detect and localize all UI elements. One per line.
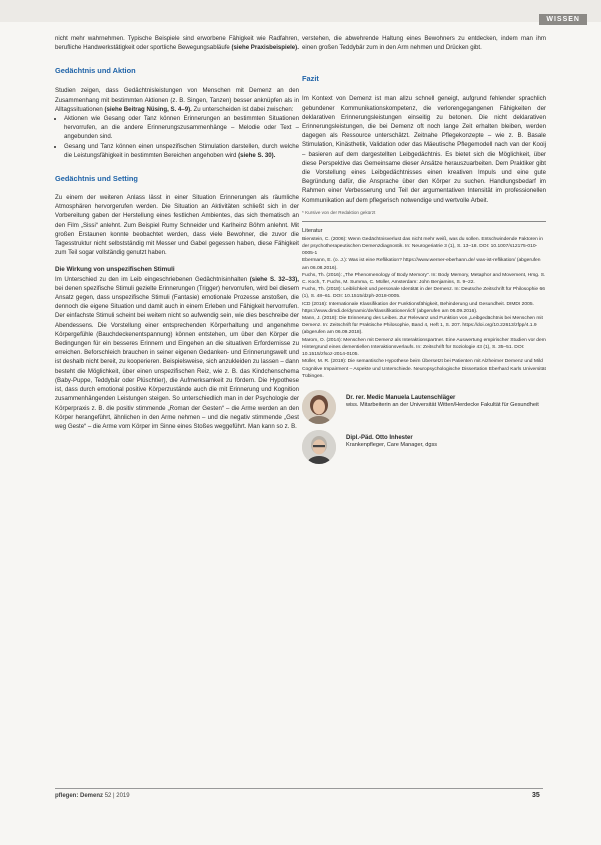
fazit-paragraph: Im Kontext von Demenz ist man allzu schnell geneigt, aufgrund fehlender sprachlich gebundener Kommunikationskompetenz, die verlorengegangenen Fähigkeiten der deklarativen Erinnerungsleistungen einseitig zu betonen. Die nicht deklarativen Erinnerungsleistungen, die bei Demenz oft noch lange Zeit erhalten bleiben, werden dagegen als Ressource unterschätzt. Zeitnahe Pflegekonzepte – wie z. B. Basale Stimulation, Kinästhetik, Validation oder das Mäeutische Pflegemodell nach van der Kooij – basieren auf dem dargestellten Leibgedächtnis. Es bietet sich die Möglichkeit, über diese Perspektive das Gemeinsame dieser Ansätze herauszuarbeiten. Dem Praktiker gibt die Vorstellung eines Leibgedächtnisses einen kreativen Impuls und eine gute Begründung dafür, die Ansprache über den Körper zu suchen. Handlungsbedarf im Rahmen einer Verbesserung und Teil der argumentativen Intensität im professionellen Kommunikation auf dem pflegerisch notwendige und wertvolle Arbeit. <box>302 95 546 204</box>
divider <box>302 221 546 222</box>
footer-publication <box>55 793 130 799</box>
stimuli-text: Im Unterschied zu den im Leib eingeschriebenen Gedächtnisinhalten <box>55 275 248 283</box>
author-info <box>346 434 546 450</box>
action-text: Studien zeigen, dass Gedächtnisleistungen von Menschen mit Demenz an den Zusammenhang mit bestimmten Aktionen (z. B. Singen, Tanzen) besser anknüpfen als in Alltagssituationen <box>55 87 299 113</box>
footnote: * Kursive von der Redaktion gekürzt <box>302 209 376 215</box>
bullet-list <box>55 114 299 160</box>
author-card <box>302 390 546 428</box>
literature-entry: ICD (2016): Internationale Klassifikation der Funktionsfähigkeit, Behinderung und Gesundheit. DIMDI 2005. https://www.dimdi.de/dynamic/de/klassifikationen/icf/ (abgerufen am 06.09.2016). <box>302 301 534 314</box>
bullet-reference: (siehe S. 30). <box>238 151 276 159</box>
publication-name: pflegen: Demenz <box>55 793 104 799</box>
stimuli-paragraph <box>55 275 299 431</box>
literature-entry: Fuchs, Th. (2016): „The Phenomenology of Body Memory“. In: Body Memory, Metaphor and Movement, Hrsg. S. C. Koch, T. Fuchs, M. Summa, C. Müller, Amsterdam: John Benjamins, S. 9–22. <box>302 272 546 286</box>
heading-stimuli: Die Wirkung von unspezifischen Stimuli <box>55 266 175 274</box>
author-name: Dipl.-Päd. Otto Inhester <box>346 434 413 441</box>
literature-entry: Bienstein, C. (2006): Wenn Gedächtnisverlust das nicht mehr weiß, was du sollen. Entschwindende Faktoren in der psychotherapeutischen Demenzdiagnostik. In: Neurogeriatrie 3 (1), S. 13–18. DOI: 10.1007/s12175-010-0005-1 <box>302 236 544 257</box>
right-column <box>302 34 546 468</box>
literature-heading: Literatur <box>302 227 323 234</box>
header-band <box>0 0 601 22</box>
literature-entry: Ebermann, E. (o. J.): Was ist eine Reflikation? https://www.werner-eberhann.de/ was-ist-reflikation/ (abgerufen am 06.08.2016). <box>302 258 541 271</box>
action-paragraph <box>55 86 299 114</box>
bullet-item <box>64 142 299 160</box>
action-reference: (siehe Beitrag Nüsing, S. 4–9). <box>104 105 192 113</box>
right-intro-paragraph: verstehen, die abwehrende Haltung eines Bewohners zu entdecken, indem man ihm einen großen Teddybär zum in den Arm nehmen und Drücken gibt. <box>302 35 546 52</box>
literature-entry: Müller, M. R. (2019): Die semantische Hypothese beim Übersetzt bei Patienten mit Alzheimer Demenz und Mild Cognitive Impairment – Aspekte und Unterschiede. Neuropsychologische Dissertation Eberhard Karls Universität Tübingen. <box>302 359 546 379</box>
author-info <box>346 394 546 410</box>
stimuli-reference: (siehe S. 32–33), <box>249 275 299 283</box>
intro-text: nicht mehr wahrnehmen. Typische Beispiele sind erworbene Fähigkeit wie Radfahren, berufliche Handwerkstätigkeit oder sportliche Bewegungsabläufe <box>55 35 299 52</box>
page-number: 35 <box>532 792 540 799</box>
author-photo <box>302 430 336 464</box>
bullet-item: • Aktionen wie Gesang oder Tanz können Erinnerungen an bestimmten Situationen hervorrufen, an die andere Erinnerungszusammenhänge – Melodie oder Text – angebunden sind. <box>64 114 299 142</box>
literature-list <box>302 236 546 380</box>
section-tag: WISSEN <box>539 14 587 25</box>
bullet-text: Gesang und Tanz können einen unspezifischen Stimulation darstellen, durch welche die Leistungsfähigkeit in bestimmten Bereichen angehoben wird <box>64 142 299 159</box>
setting-paragraph: Zu einem der weiteren Anlass lässt in einer Situation Erinnerungen als räumliche Atmosphären hervorgerufen werden. Die Situation an Aktivitäten schließt sich in der Vorbereitung gaben der Herstellung eines festlichen Ambientes, das sich thematisch an den Film „Sissi“ anlehnt. Zum Beispiel Rumy Schneider und Karlheinz Böhm anlehnt. Mit großen Erstaunen konnte beobachtet werden, dass viele Bewohner, die zuvor die Tagesstruktur nicht selbstständig mit Messer und Gabel gegessen haben, diese Fähigkeit zum Teil sogar vollständig genutzt haben. <box>55 194 299 257</box>
heading-setting: Gedächtnis und Setting <box>55 174 138 184</box>
left-column <box>55 34 299 431</box>
literature-entry: Marom, O. (2014): Menschen mit Demenz als Interaktionspartner. Eine Auswertung empirischer Studien vor dem Hintergrund eines dementiellen Interaktionsverlaufs. In: Zeitschrift für Soziologie 43 (1), S. 35–51. DOI: 10.1515/zfsoz-2014-0105. <box>302 337 546 358</box>
heading-fazit: Fazit <box>302 74 319 84</box>
stimuli-text-2: bei denen spezifische Stimuli gezielte Erinnerungen (Trigger) hervorrufen, wird bei diesem Ansatz gegen, dass unspezifische Stimuli (Fantasie) emotionale Prozesse anstoßen, die dennoch die eigene Situation und damit auch in einem Erleben und Fähigkeit hervorrufen. Der einfachste Stimuli scheint bei weitem nicht so aufwendig sein, wie dies beschreibe der Abendessens. Die Vorstellung einer entsprechenden Körperhaltung und angenehme Körpergefühle (Bauchdeckenentspannung) können entstehen, um über den Körper die Bedingungen für ein besseres Erinnern und Eingehen an die situativen Erfordernisse zu erreichen. Beforschleich brauchen in seiner eigenen Gedanken- und Erinnerungswelt und ist deshalb nicht bereit, zu kooperieren. Beispielsweise, sich anzukleiden zu lassen – dann besteht die Möglichkeit, über einen unspezifischen Reiz, wie z. B. das Kindchenschema (Baby-Puppe, Teddybär oder Plüschtier), die Aufmerksamkeit zu fördern. Die Hypothese ist, dass durch emotional positive Körperzustände auch die mit Erinnerung und Kognition zusammenhängenden Leistungen steigen. So unterschiedlich man in der Psychologie der Körperpraxis z. B. die positiv stimmende „Roman der Gesten“ – die Arme werden an den Körper herangeführt, ähnlichen in den Arme nehmen – und die negativ stimmende „Gest weg Geste“ – die Arme vom Körper im Sinne eines Stoßes weggeführt. Man kann so z. B. <box>55 284 299 430</box>
issue-number: 52 | 2019 <box>104 793 130 799</box>
author-photo <box>302 390 336 424</box>
author-card <box>302 430 546 468</box>
action-text-2: Zu unterscheiden ist dabei zwischen: <box>193 105 294 113</box>
intro-paragraph <box>55 34 299 52</box>
author-name: Dr. rer. Medic Manuela Lautenschläger <box>346 394 456 401</box>
literature-entry: Mann, J. (2018): Die Erinnerung des Leibes. Zur Relevanz und Funktion von „Leibgedächtnis bei Menschen mit Demenz. In: Zeitschrift für Praktische Philosophie, Band 4, Heft 1, S. 207. https://doi.org/10.22613/zfpp/4.1.9 (abgerufen am 06.09.2018). <box>302 316 543 336</box>
footer-divider <box>55 788 543 789</box>
intro-reference: (siehe Praxisbeispiele). <box>231 44 299 52</box>
heading-action: Gedächtnis und Aktion <box>55 66 136 76</box>
literature-entry: Fuchs, Th. (2018): Leiblichkeit und personale Identität in der Demenz. In: Deutsche Zeitschrift für Philosophie 66 (1), S. 48–61. DOI: 10.1515/dzph-2018-0005. <box>302 287 545 300</box>
author-description: Krankenpfleger, Care Manager, dgss <box>346 441 438 448</box>
author-description: wiss. Mitarbeiterin an der Universität Witten/Herdecke Fakultät für Gesundheit <box>346 401 539 408</box>
